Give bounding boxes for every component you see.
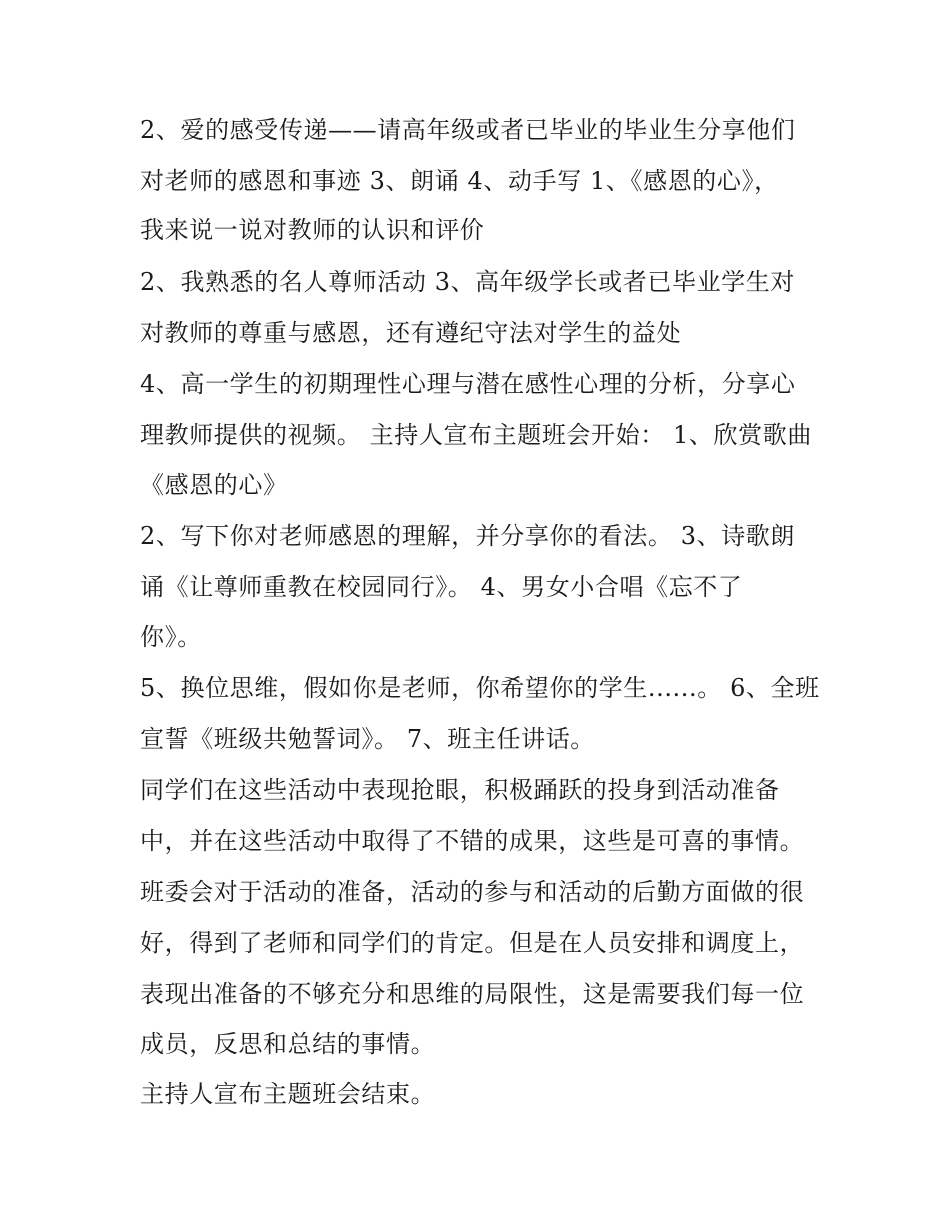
text-line: 理教师提供的视频。 主持人宣布主题班会开始： 1、欣赏歌曲	[140, 421, 812, 449]
text-line: 对老师的感恩和事迹 3、朗诵 4、动手写 1、《感恩的心》，	[140, 167, 779, 195]
text-line: 你》。	[140, 623, 202, 651]
text-line: 好，得到了老师和同学们的肯定。但是在人员安排和调度上，	[140, 929, 805, 957]
text-line: 我来说一说对教师的认识和评价	[140, 216, 485, 244]
text-line: 同学们在这些活动中表现抢眼，积极踊跃的投身到活动准备	[140, 776, 780, 804]
text-line: 对教师的尊重与感恩，还有遵纪守法对学生的益处	[140, 319, 682, 347]
text-line: 2、爱的感受传递——请高年级或者已毕业的毕业生分享他们	[140, 116, 796, 144]
text-line: 表现出准备的不够充分和思维的局限性，这是需要我们每一位	[140, 980, 805, 1008]
text-line: 《感恩的心》	[140, 471, 288, 499]
text-line: 成员，反思和总结的事情。	[140, 1030, 436, 1058]
text-line: 诵《让尊师重教在校园同行》。 4、男女小合唱《忘不了	[140, 573, 743, 601]
text-line: 宣誓《班级共勉誓词》。 7、班主任讲话。	[140, 725, 595, 753]
text-line: 2、我熟悉的名人尊师活动 3、高年级学长或者已毕业学生对	[140, 268, 795, 296]
text-line: 班委会对于活动的准备，活动的参与和活动的后勤方面做的很	[140, 878, 805, 906]
text-line: 2、写下你对老师感恩的理解，并分享你的看法。 3、诗歌朗	[140, 522, 795, 550]
text-line: 中，并在这些活动中取得了不错的成果，这些是可喜的事情。	[140, 827, 805, 855]
text-line: 主持人宣布主题班会结束。	[140, 1080, 436, 1108]
text-line: 4、高一学生的初期理性心理与潜在感性心理的分析，分享心	[140, 370, 796, 398]
text-line: 5、换位思维，假如你是老师，你希望你的学生......。 6、全班	[140, 674, 820, 702]
